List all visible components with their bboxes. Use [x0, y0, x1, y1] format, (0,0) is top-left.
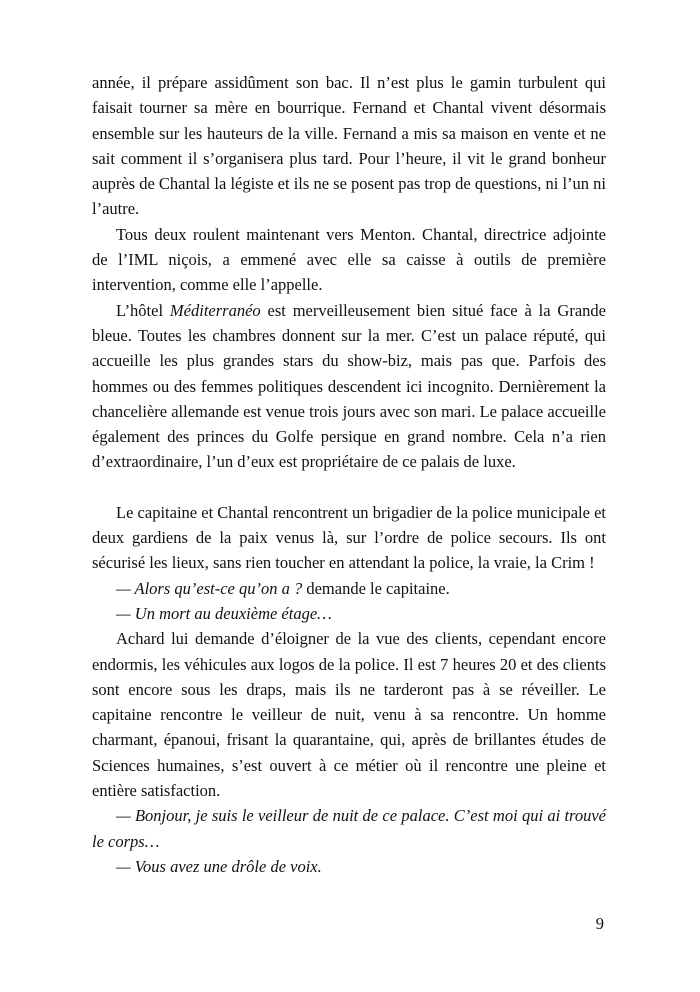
text-run: L’hôtel — [116, 300, 170, 320]
dialogue-tag: demande le capitaine. — [302, 578, 450, 598]
dialogue-line — [92, 803, 606, 854]
dialogue-speech: — Un mort au deuxième étage… — [116, 603, 332, 623]
dialogue-line — [92, 854, 606, 879]
dialogue-speech: — Bonjour, je suis le veilleur de nuit de ce palace. C’est moi qui ai trouvé le corps… — [92, 806, 606, 851]
paragraph: année, il prépare assidûment son bac. Il n’est plus le gamin turbulent qui faisait tourner sa mère en bourrique. Fernand et Chantal vivent désormais ensemble sur les hauteurs de la ville. Fernand a mis sa maison en vente et ne sait comment il s’organisera plus tard. Pour l’heure, il vit le grand bonheur auprès de Chantal la légiste et ils ne se posent pas trop de questions, ni l’un ni l’autre. — [92, 73, 606, 219]
paragraph: Tous deux roulent maintenant vers Menton. Chantal, directrice adjointe de l’IML niçois, a emmené avec elle sa caisse à outils de première intervention, comme elle l’appelle. — [92, 224, 606, 295]
page-number: 9 — [595, 914, 604, 933]
dialogue-speech: — Alors qu’est-ce qu’on a ? — [116, 578, 303, 598]
hotel-paragraph — [92, 298, 606, 475]
dialogue-line — [92, 576, 606, 601]
text-run: est merveilleusement bien situé face à la Grande bleue. Toutes les chambres donnent sur la mer. C’est un palace réputé, qui accueille les plus grandes stars du show-biz, mais pas que. Parfois des hommes ou des femmes politiques descendent ici incognito. Dernièrement la chancelière allemande est venue trois jours avec son mari. Le palace accueille également des princes du Golfe persique en grand nombre. Cela n’a rien d’extraordinaire, l’un d’eux est propriétaire de ce palais de luxe. — [92, 300, 606, 472]
body-text — [92, 70, 606, 879]
dialogue-speech: — Vous avez une drôle de voix. — [116, 856, 322, 876]
paragraph: Achard lui demande d’éloigner de la vue des clients, cependant encore endormis, les véhicules aux logos de la police. Il est 7 heures 20 et des clients sont encore sous les draps, mais ils ne tarderont pas à se réveiller. Le capitaine rencontre le veilleur de nuit, venu à sa rencontre. Un homme charmant, épanoui, frisant la quarantaine, qui, après de brillantes études de Sciences humaines, s’est ouvert à ce métier où il rencontre une pleine et entière satisfaction. — [92, 629, 606, 801]
hotel-name: Méditerranéo — [169, 300, 261, 320]
dialogue-line — [92, 601, 606, 626]
paragraph: Le capitaine et Chantal rencontrent un brigadier de la police municipale et deux gardiens de la paix venus là, sur l’ordre de police secours. Ils ont sécurisé les lieux, sans rien toucher en attendant la police, la vraie, la Crim ! — [92, 502, 606, 573]
